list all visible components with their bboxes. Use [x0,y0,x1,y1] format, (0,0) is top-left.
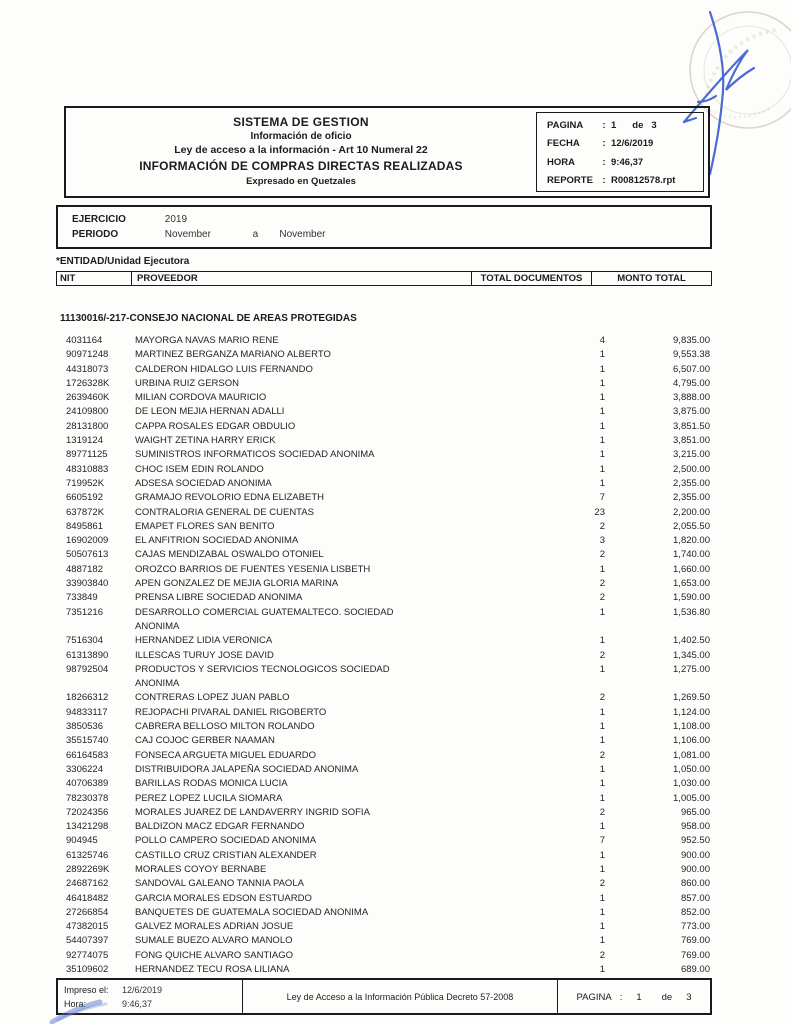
row-nit: 904945 [66,835,98,847]
row-monto-total: 1,005.00 [673,792,710,804]
row-monto-total: 952.50 [680,835,710,847]
row-total-documentos: 1 [599,435,605,447]
blue-ink-smudge-icon [48,998,118,1024]
row-proveedor: DISTRIBUIDORA JALAPEÑA SOCIEDAD ANONIMA [135,763,359,775]
hora-value: 9:46,37 [611,156,644,168]
table-row [56,877,712,891]
row-monto-total: 9,835.00 [673,335,710,346]
row-monto-total: 1,536.80 [673,606,710,618]
row-total-documentos: 1 [599,606,605,618]
row-total-documentos: 2 [599,806,605,818]
table-row [56,463,712,477]
table-row [56,649,712,663]
table-row [56,634,712,648]
row-monto-total: 4,795.00 [673,377,710,389]
row-monto-total: 1,050.00 [673,763,710,775]
row-monto-total: 1,740.00 [673,549,710,561]
params-box [56,205,712,249]
footer-pagina-value: 1 [636,991,642,1003]
row-monto-total: 2,055.50 [673,520,710,532]
table-row [56,792,712,806]
footer-impreso [64,983,236,997]
row-monto-total: 3,875.00 [673,406,710,418]
table-row [56,820,712,834]
row-total-documentos: 2 [599,649,605,661]
row-monto-total: 3,851.00 [673,435,710,447]
fecha-colon: : [602,138,606,150]
row-total-documentos: 1 [599,449,605,461]
footer-hora-label: Hora: [64,999,87,1009]
footer-hora-value: 9:46,37 [122,999,153,1009]
table-row [56,491,712,505]
table-row [56,420,712,434]
row-monto-total: 1,402.50 [673,635,710,647]
pagina-label: PAGINA [547,120,584,131]
table-row [56,520,712,534]
row-total-documentos: 1 [599,735,605,747]
row-monto-total: 958.00 [680,821,710,833]
row-proveedor: POLLO CAMPERO SOCIEDAD ANONIMA [135,835,317,847]
row-nit: 78230378 [66,792,109,804]
row-proveedor: BANQUETES DE GUATEMALA SOCIEDAD ANONIMA [135,906,369,918]
row-monto-total: 2,355.00 [673,477,710,489]
hora-label: HORA [547,156,575,168]
table-row [56,663,712,692]
param-periodo [72,227,710,242]
row-nit: 8495861 [66,520,103,532]
row-monto-total: 6,507.00 [673,363,710,375]
periodo-conj: a [252,229,259,240]
table-row [56,849,712,863]
table-row [56,548,712,562]
table-row [56,563,712,577]
footer-law-text: Ley de Acceso a la Información Pública Decreto 57-2008 [243,980,558,1014]
table-row [56,906,712,920]
table-row [56,506,712,520]
row-proveedor: ADSESA SOCIEDAD ANONIMA [135,477,272,489]
impreso-value: 12/6/2019 [122,985,163,995]
row-total-documentos: 2 [599,878,605,890]
row-nit: 719952K [66,477,105,489]
row-total-documentos: 2 [599,949,605,961]
column-header-monto-total: MONTO TOTAL [617,273,686,284]
row-monto-total: 2,200.00 [673,506,710,518]
subtitle-ley: Ley de acceso a la información - Art 10 Numeral 22 [174,144,428,156]
row-total-documentos: 2 [599,692,605,704]
pagina-total: 3 [651,120,657,131]
table-row [56,734,712,748]
row-nit: 3306224 [66,763,103,775]
row-proveedor: CONTRERAS LOPEZ JUAN PABLO [135,692,290,704]
table-row [56,448,712,462]
row-total-documentos: 1 [599,392,605,404]
table-row [56,377,712,391]
row-proveedor: PRODUCTOS Y SERVICIOS TECNOLOGICOS SOCIEDAD ANONIMA [135,663,527,692]
row-proveedor: CHOC ISEM EDIN ROLANDO [135,463,264,475]
row-nit: 1319124 [66,435,103,447]
row-total-documentos: 2 [599,749,605,761]
row-monto-total: 1,108.00 [673,721,710,733]
row-nit: 33903840 [66,578,109,590]
row-proveedor: REJOPACHI PIVARAL DANIEL RIGOBERTO [135,706,327,718]
row-proveedor: CAJ COJOC GERBER NAAMAN [135,735,275,747]
report-header [64,106,710,198]
table-row [56,892,712,906]
row-proveedor: URBINA RUIZ GERSON [135,377,239,389]
column-header-total-documentos: TOTAL DOCUMENTOS [472,272,592,285]
periodo-label: PERIODO [72,229,119,240]
impreso-label: Impreso el: [64,985,109,995]
ejercicio-label: EJERCICIO [72,214,126,225]
table-row [56,577,712,591]
row-total-documentos: 4 [599,335,605,346]
row-proveedor: DESARROLLO COMERCIAL GUATEMALTECO. SOCIEDAD ANONIMA [135,606,527,635]
row-proveedor: ILLESCAS TURUY JOSE DAVID [135,649,274,661]
row-monto-total: 3,888.00 [673,392,710,404]
subtitle-oficio: Información de oficio [250,131,352,142]
meta-hora [547,157,695,168]
row-monto-total: 1,653.00 [673,578,710,590]
row-total-documentos: 1 [599,935,605,947]
row-monto-total: 900.00 [680,849,710,861]
row-total-documentos: 2 [599,520,605,532]
table-row [56,749,712,763]
row-nit: 7351216 [66,606,103,618]
row-nit: 44318073 [66,363,109,375]
row-nit: 40706389 [66,778,109,790]
periodo-from: November [164,229,211,240]
row-monto-total: 1,660.00 [673,563,710,575]
row-nit: 28131800 [66,420,109,432]
row-nit: 18266312 [66,692,109,704]
row-total-documentos: 1 [599,406,605,418]
row-total-documentos: 1 [599,721,605,733]
row-total-documentos: 1 [599,849,605,861]
row-total-documentos: 1 [599,778,605,790]
row-monto-total: 860.00 [680,878,710,890]
row-proveedor: DE LEON MEJIA HERNAN ADALLI [135,406,285,418]
row-monto-total: 773.00 [680,921,710,933]
row-nit: 61313890 [66,649,109,661]
row-monto-total: 852.00 [680,906,710,918]
table-row [56,434,712,448]
row-total-documentos: 1 [599,377,605,389]
row-total-documentos: 1 [599,477,605,489]
row-monto-total: 1,124.00 [673,706,710,718]
row-proveedor: MARTINEZ BERGANZA MARIANO ALBERTO [135,349,331,361]
currency-note: Expresado en Quetzales [246,176,356,187]
table-row [56,363,712,377]
pagina-colon: : [602,120,606,131]
report-name: INFORMACIÓN DE COMPRAS DIRECTAS REALIZADAS [139,159,463,173]
row-proveedor: SANDOVAL GALEANO TANNIA PAOLA [135,878,304,890]
row-proveedor: PRENSA LIBRE SOCIEDAD ANONIMA [135,592,303,604]
row-nit: 7516304 [66,635,103,647]
row-total-documentos: 1 [599,706,605,718]
table-row [56,405,712,419]
row-total-documentos: 1 [599,663,605,675]
reporte-value: R00812578.rpt [611,174,676,186]
row-total-documentos: 2 [599,578,605,590]
row-nit: 72024356 [66,806,109,818]
row-proveedor: HERNANDEZ TECU ROSA LILIANA [135,964,290,976]
row-monto-total: 1,106.00 [673,735,710,747]
row-nit: 1726328K [66,377,110,389]
meta-reporte [547,175,695,186]
row-nit: 4887182 [66,563,103,575]
row-monto-total: 2,355.00 [673,492,710,504]
row-nit: 89771125 [66,449,108,461]
row-monto-total: 1,275.00 [673,663,710,675]
row-proveedor-line2: ANONIMA [135,678,180,690]
row-proveedor: MORALES COYOY BERNABE [135,863,267,875]
row-monto-total: 1,345.00 [673,649,710,661]
row-proveedor: GARCIA MORALES EDSON ESTUARDO [135,892,312,904]
row-nit: 47382015 [66,921,109,933]
row-monto-total: 9,553.38 [673,349,710,361]
reporte-colon: : [602,174,606,186]
fecha-label: FECHA [547,138,580,150]
meta-pagina [547,120,695,131]
row-proveedor: MILIAN CORDOVA MAURICIO [135,392,267,404]
report-title-block [66,108,536,196]
row-nit: 54407397 [66,935,109,947]
row-monto-total: 1,590.00 [673,592,710,604]
row-nit: 24109800 [66,406,109,418]
row-proveedor: EMAPET FLORES SAN BENITO [135,520,275,532]
table-row [56,534,712,548]
column-header-proveedor: PROVEEDOR [132,272,472,285]
param-ejercicio [72,212,710,227]
row-total-documentos: 2 [599,592,605,604]
report-footer [56,978,712,1015]
row-proveedor: FONG QUICHE ALVARO SANTIAGO [135,949,294,961]
row-total-documentos: 1 [599,892,605,904]
row-nit: 4031164 [66,335,103,346]
table-row [56,477,712,491]
row-total-documentos: 1 [599,792,605,804]
row-nit: 48310883 [66,463,109,475]
row-total-documentos: 7 [599,835,605,847]
table-row [56,777,712,791]
table-header-row [56,271,712,286]
row-total-documentos: 1 [599,420,605,432]
table-row [56,806,712,820]
row-nit: 637872K [66,506,105,518]
row-nit: 2639460K [66,392,110,404]
row-total-documentos: 1 [599,349,605,361]
row-monto-total: 769.00 [680,949,710,961]
fecha-value: 12/6/2019 [611,138,654,150]
row-proveedor: APEN GONZALEZ DE MEJIA GLORIA MARINA [135,578,339,590]
row-total-documentos: 1 [599,563,605,575]
row-monto-total: 769.00 [680,935,710,947]
row-monto-total: 2,500.00 [673,463,710,475]
footer-pagina-label: PAGINA [576,991,612,1003]
row-total-documentos: 7 [599,492,605,504]
table-row [56,920,712,934]
row-proveedor: BALDIZON MACZ EDGAR FERNANDO [135,821,305,833]
row-total-documentos: 3 [599,535,605,547]
row-total-documentos: 1 [599,635,605,647]
row-nit: 98792504 [66,663,109,675]
row-monto-total: 1,269.50 [673,692,710,704]
row-nit: 6605192 [66,492,103,504]
row-monto-total: 1,820.00 [673,535,710,547]
row-proveedor: EL ANFITRION SOCIEDAD ANONIMA [135,535,299,547]
row-proveedor: CAJAS MENDIZABAL OSWALDO OTONIEL [135,549,324,561]
row-monto-total: 900.00 [680,863,710,875]
row-nit: 3850536 [66,721,103,733]
row-proveedor: FONSECA ARGUETA MIGUEL EDUARDO [135,749,317,761]
table-body [56,334,712,977]
row-proveedor: SUMALE BUEZO ALVARO MANOLO [135,935,293,947]
row-total-documentos: 1 [599,964,605,976]
reporte-label: REPORTE [547,174,593,186]
row-nit: 61325746 [66,849,109,861]
row-proveedor: GALVEZ MORALES ADRIAN JOSUE [135,921,294,933]
table-row [56,834,712,848]
row-nit: 46418482 [66,892,109,904]
row-nit: 94833117 [66,706,108,718]
row-proveedor: WAIGHT ZETINA HARRY ERICK [135,435,276,447]
row-nit: 50507613 [66,549,109,561]
row-monto-total: 3,851.50 [673,420,710,432]
report-meta-box [536,112,704,192]
table-row [56,763,712,777]
row-proveedor: OROZCO BARRIOS DE FUENTES YESENIA LISBETH [135,563,371,575]
row-nit: 66164583 [66,749,109,761]
ejercicio-value: 2019 [164,214,188,225]
table-row [56,591,712,605]
table-row [56,863,712,877]
periodo-to: November [279,229,326,240]
row-total-documentos: 1 [599,921,605,933]
table-row [56,706,712,720]
row-nit: 35109602 [66,964,109,976]
row-proveedor: SUMINISTROS INFORMATICOS SOCIEDAD ANONIMA [135,449,375,461]
row-nit: 2892269K [66,863,110,875]
row-nit: 16902009 [66,535,109,547]
system-title: SISTEMA DE GESTION [233,115,369,129]
row-nit: 733849 [66,592,98,604]
row-nit: 24687162 [66,878,109,890]
table-row [56,963,712,977]
row-proveedor-line2: ANONIMA [135,620,180,632]
meta-fecha [547,138,695,149]
row-proveedor: CAPPA ROSALES EDGAR OBDULIO [135,420,296,432]
row-nit: 92774075 [66,949,109,961]
row-nit: 90971248 [66,349,109,361]
entity-section-title: 11130016/-217-CONSEJO NACIONAL DE AREAS PROTEGIDAS [60,313,357,324]
row-proveedor: MAYORGA NAVAS MARIO RENE [135,335,279,346]
footer-pagina-de: de [661,991,673,1003]
footer-pagina [558,980,710,1014]
row-total-documentos: 1 [599,821,605,833]
row-total-documentos: 1 [599,463,605,475]
table-row [56,348,712,362]
row-total-documentos: 1 [599,906,605,918]
row-proveedor: CONTRALORIA GENERAL DE CUENTAS [135,506,314,518]
row-nit: 13421298 [66,821,109,833]
row-proveedor: HERNANDEZ LIDIA VERONICA [135,635,273,647]
footer-pagina-colon: : [619,991,623,1003]
table-row [56,691,712,705]
pagina-value: 1 [611,120,617,131]
row-total-documentos: 1 [599,863,605,875]
row-monto-total: 965.00 [680,806,710,818]
row-total-documentos: 1 [599,763,605,775]
column-header-nit: NIT [57,272,132,285]
table-row [56,606,712,635]
row-total-documentos: 23 [594,506,605,518]
row-monto-total: 1,081.00 [673,749,710,761]
table-row [56,934,712,948]
row-proveedor: CASTILLO CRUZ CRISTIAN ALEXANDER [135,849,317,861]
row-monto-total: 3,215.00 [673,449,710,461]
table-row [56,720,712,734]
row-monto-total: 857.00 [680,892,710,904]
hora-colon: : [602,156,606,168]
table-row [56,949,712,963]
pagina-de: de [632,120,644,131]
table-row [56,391,712,405]
row-total-documentos: 1 [599,363,605,375]
row-proveedor: CALDERON HIDALGO LUIS FERNANDO [135,363,313,375]
row-proveedor: CABRERA BELLOSO MILTON ROLANDO [135,721,315,733]
row-monto-total: 1,030.00 [673,778,710,790]
row-nit: 27266854 [66,906,109,918]
row-proveedor: PEREZ LOPEZ LUCILA SIOMARA [135,792,283,804]
row-nit: 35515740 [66,735,109,747]
row-monto-total: 689.00 [680,964,710,976]
row-proveedor: BARILLAS RODAS MONICA LUCIA [135,778,288,790]
footer-pagina-total: 3 [686,991,692,1003]
row-total-documentos: 2 [599,549,605,561]
row-proveedor: MORALES JUAREZ DE LANDAVERRY INGRID SOFIA [135,806,370,818]
table-row [56,334,712,348]
entity-label: *ENTIDAD/Unidad Ejecutora [56,256,190,267]
row-proveedor: GRAMAJO REVOLORIO EDNA ELIZABETH [135,492,324,504]
